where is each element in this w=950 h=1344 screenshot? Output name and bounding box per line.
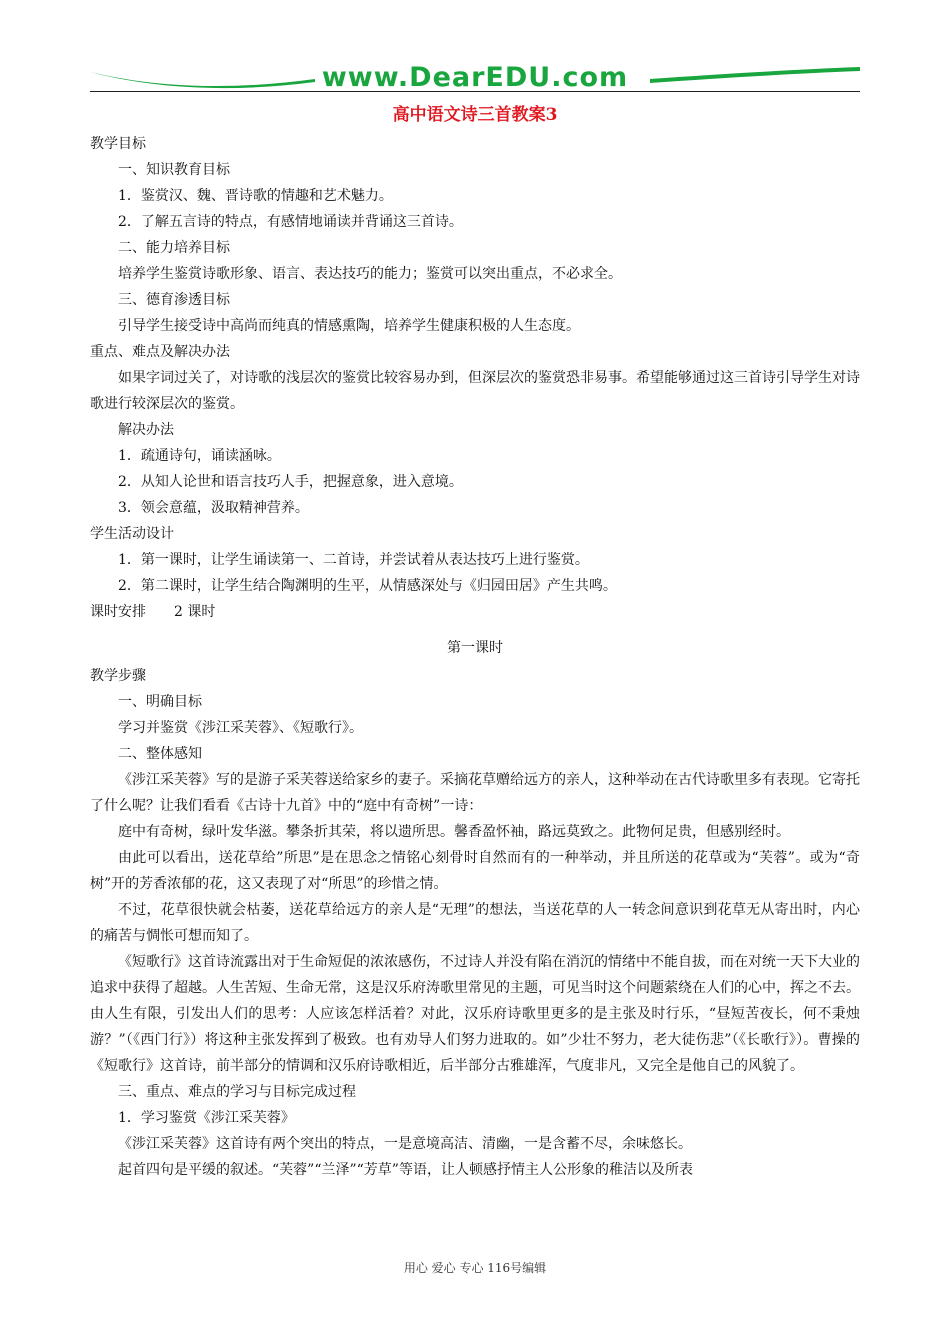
list-item: 2．第二课时，让学生结合陶渊明的生平，从情感深处与《归园田居》产生共鸣。 xyxy=(118,578,617,594)
sub-heading: 二、能力培养目标 xyxy=(118,240,230,256)
sub-heading: 二、整体感知 xyxy=(118,746,202,762)
paragraph: 培养学生鉴赏诗歌形象、语言、表达技巧的能力；鉴赏可以突出重点，不必求全。 xyxy=(118,266,622,282)
page-title: 高中语文诗三首教案3 xyxy=(392,105,558,125)
paragraph: 《短歌行》这首诗流露出对于生命短促的浓浓感伤，不过诗人并没有陷在消沉的情绪中不能自拔，而在对统一天下大业的追求中获得了超越。人生苦短、生命无常，这是汉乐府涛歌里常见的主题，可见当时这个问题萦绕在人们的心中，挥之不去。由人生有限，引发出人们的思考：人应该怎样活着？对此，汉乐府诗歌里更多的是主张及时行乐，“昼短苦夜长，何不秉烛游？”（《西门行》）将这种主张发挥到了极致。也有劝导人们努力进取的。如”少壮不努力，老大徒伤悲”（《长歌行》）。曹操的《短歌行》这首诗，前半部分的情调和汉乐府诗歌相近，后半部分古雅雄浑，气度非凡，又完全是他自己的风貌了。 xyxy=(90,954,860,1074)
list-item: 3．领会意蕴，汲取精神营养。 xyxy=(118,500,309,516)
sub-heading: 三、重点、难点的学习与目标完成过程 xyxy=(118,1084,356,1100)
section-heading: 学生活动设计 xyxy=(90,526,174,542)
page-footer: 用心 爱心 专心 116号编辑 xyxy=(403,1261,547,1275)
list-item: 1．鉴赏汉、魏、晋诗歌的情趣和艺术魅力。 xyxy=(118,188,393,204)
paragraph: 学习并鉴赏《涉江采芙蓉》、《短歌行》。 xyxy=(118,720,363,736)
paragraph: 《涉江采芙蓉》这首诗有两个突出的特点，一是意境高洁、清幽，一是含蓄不尽，余味悠长。 xyxy=(118,1136,692,1152)
section-heading: 课时安排 2 课时 xyxy=(90,604,216,620)
sub-heading: 解决办法 xyxy=(118,422,174,438)
document-body xyxy=(90,131,860,1183)
site-logo[interactable]: www.DearEDU.com xyxy=(321,62,629,93)
list-item: 1．第一课时，让学生诵读第一、二首诗，并尝试着从表达技巧上进行鉴赏。 xyxy=(118,552,589,568)
paragraph: 引导学生接受诗中高尚而纯真的情感熏陶，培养学生健康积极的人生态度。 xyxy=(118,318,580,334)
section-heading: 重点、难点及解决办法 xyxy=(90,344,230,360)
section-heading: 教学步骤 xyxy=(90,668,146,684)
list-item: 1．疏通诗句，诵读涵咏。 xyxy=(118,448,281,464)
paragraph: 《涉江采芙蓉》写的是游子采芙蓉送给家乡的妻子。采摘花草赠给远方的亲人，这种举动在古代诗歌里多有表现。它寄托了什么呢？让我们看看《古诗十九首》中的“庭中有奇树”一诗： xyxy=(90,772,860,814)
sub-heading: 一、明确目标 xyxy=(118,694,202,710)
list-item: 2．了解五言诗的特点，有感情地诵读并背诵这三首诗。 xyxy=(118,214,463,230)
poem-quote: 庭中有奇树，绿叶发华滋。攀条折其荣，将以遗所思。馨香盈怀袖，路远莫致之。此物何足贵，但感别经时。 xyxy=(118,824,790,840)
list-item: 2．从知人论世和语言技巧人手，把握意象，进入意境。 xyxy=(118,474,463,490)
paragraph: 由此可以看出，送花草给”所思”是在思念之情铭心刻骨时自然而有的一种举动，并且所送的花草或为“芙蓉”。或为“奇树”开的芳香浓郁的花，这又表现了对“所思”的珍惜之情。 xyxy=(90,850,860,892)
list-item: 1．学习鉴赏《涉江采芙蓉》 xyxy=(118,1110,295,1126)
header-rule xyxy=(90,91,860,92)
paragraph: 起首四句是平缓的叙述。“芙蓉”“兰泽”“芳草”等语，让人顿感抒情主人公形象的稚洁以及所表 xyxy=(118,1162,693,1178)
lesson-heading: 第一课时 xyxy=(447,640,503,656)
paragraph: 如果字词过关了，对诗歌的浅层次的鉴赏比较容易办到，但深层次的鉴赏恐非易事。希望能够通过这三首诗引导学生对诗歌进行较深层次的鉴赏。 xyxy=(90,370,860,412)
section-heading: 教学目标 xyxy=(90,136,146,152)
paragraph: 不过，花草很快就会枯萎，送花草给远方的亲人是“无理”的想法，当送花草的人一转念间意识到花草无从寄出时，内心的痛苦与惆怅可想而知了。 xyxy=(90,902,860,944)
sub-heading: 一、知识教育目标 xyxy=(118,162,230,178)
sub-heading: 三、德育渗透目标 xyxy=(118,292,230,308)
